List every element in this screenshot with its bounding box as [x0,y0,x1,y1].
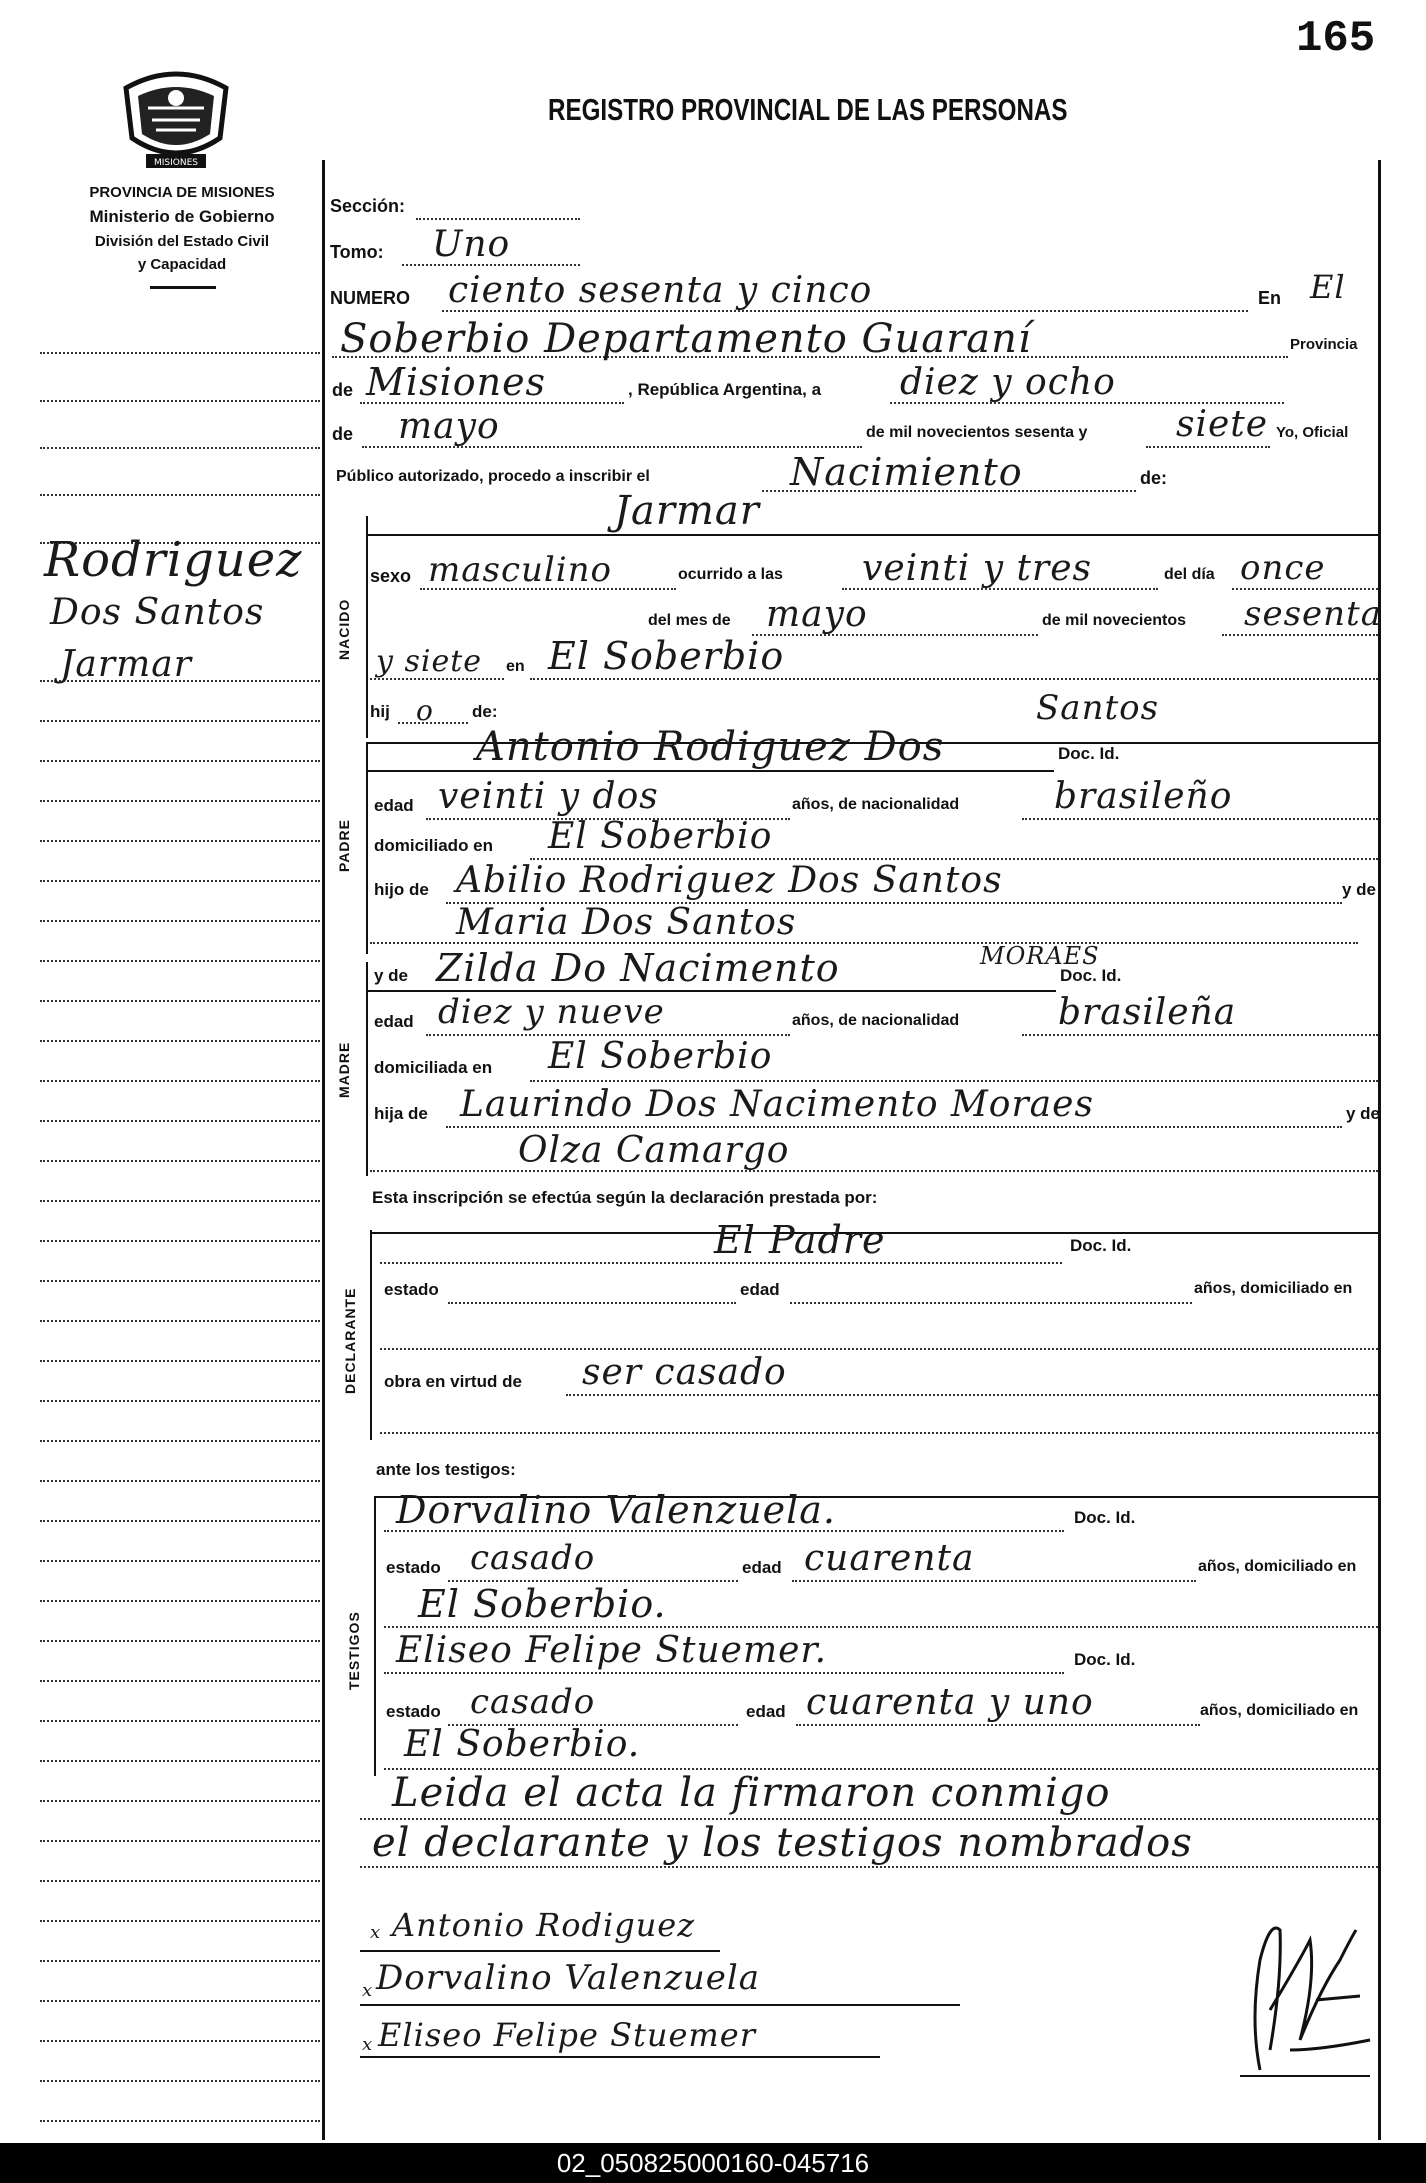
main-right-border [1378,160,1381,2140]
label-madre: MADRE [336,1041,352,1098]
margin-surname-2: Dos Santos [50,592,265,633]
sig-prefix-3: x [362,2034,374,2055]
anio-nac-2-value: y siete [376,644,483,679]
label-padre: PADRE [336,819,352,872]
tomo-value: Uno [432,224,511,265]
ministry-name: Ministerio de Gobierno [89,207,275,226]
padre-nac-label: años, de nacionalidad [792,796,960,813]
t2-estado-label: estado [386,1702,441,1721]
t1-edad-label: edad [742,1558,782,1577]
madre-nac-label: años, de nacionalidad [792,1012,960,1029]
en-lugar-label: en [506,658,525,675]
madre-apellido-value: MORAES [980,942,1100,970]
de2-label: de [332,424,354,444]
dia-nac-value: once [1240,548,1326,588]
province-name: PROVINCIA DE MISIONES [89,184,275,201]
madre-edad-label: edad [374,1012,414,1031]
padre-padre-label: hijo de [374,880,429,899]
anio-nac-value: sesenta [1244,594,1382,634]
provincia-label: Provincia [1290,336,1358,353]
lugar-value: Soberbio Departamento Guaraní [340,316,1032,362]
label-declarante: DECLARANTE [342,1287,358,1394]
label-testigos: TESTIGOS [346,1611,362,1690]
obra-label: obra en virtud de [384,1372,522,1391]
mes-value: mayo [398,406,500,447]
t1-dom-value: El Soberbio. [418,1582,667,1626]
divider [150,286,216,289]
ocurrido-label: ocurrido a las [678,566,783,583]
t1-estado-label: estado [386,1558,441,1577]
hijo-sufijo-value: o [416,694,434,727]
de-label: de [332,380,354,400]
testigo1-value: Dorvalino Valenzuela. [396,1488,836,1532]
hijo-label: hij [370,702,390,721]
testigo1-doc-label: Doc. Id. [1074,1508,1136,1527]
publico-label: Público autorizado, procedo a inscribir el [336,468,650,485]
hijo-de-label: de: [472,702,498,721]
numero-value: ciento sesenta y cinco [448,270,873,311]
en-value: El [1310,268,1346,306]
document-id-footer: 02_050825000160-045716 [0,2143,1426,2183]
madre-edad-value: diez y nueve [438,992,665,1032]
testigo2-doc-label: Doc. Id. [1074,1650,1136,1669]
padre-madre-value: Maria Dos Santos [456,902,797,943]
official-signature-icon [1220,1900,1380,2080]
label-nacido: NACIDO [336,598,352,660]
mil-nov-label: de mil novecientos [1042,612,1187,629]
madre-nombre-value: Zilda Do Nacimento [436,946,840,990]
numero-label: NUMERO [330,288,410,308]
acto-value: Nacimiento [790,450,1023,494]
de-colon-label: de: [1140,468,1167,488]
lugar-nac-value: El Soberbio [548,634,785,678]
t1-estado-value: casado [470,1538,596,1578]
declarante-doc-label: Doc. Id. [1070,1236,1132,1255]
leida-line-1: Leida el acta la firmaron conmigo [392,1770,1111,1816]
sig-prefix-1: x [370,1922,382,1943]
signature-testigo-2: Eliseo Felipe Stuemer [378,2016,756,2054]
obra-value: ser casado [582,1352,787,1393]
sexo-label: sexo [370,566,412,586]
del-mes-label: del mes de [648,612,731,629]
padre-border [366,742,368,954]
division-name-2: y Capacidad [137,256,227,273]
dia-value: diez y ocho [900,362,1116,403]
sexo-value: masculino [428,550,613,590]
padre-nac-value: brasileño [1054,776,1233,817]
madre-padre-value: Laurindo Dos Nacimento Moraes [460,1084,1094,1125]
madre-border [366,962,368,1176]
padre-apellido-value: Santos [1036,688,1160,728]
anio-value: siete [1176,404,1269,445]
t2-dom-label: años, domiciliado en [1200,1702,1359,1719]
padre-edad-value: veinti y dos [438,776,659,817]
testigos-border [374,1496,376,1776]
mes-nac-value: mayo [766,594,868,635]
t2-estado-value: casado [470,1682,596,1722]
novecientos-label: de mil novecientos sesenta y [866,424,1088,441]
padre-y-de-label: y de [1342,880,1377,899]
signature-padre: Antonio Rodiguez [392,1906,696,1944]
madre-dom-label: domiciliada en [374,1058,493,1077]
madre-y-de-label: y de [374,966,409,985]
declarante-estado-label: estado [384,1280,439,1299]
t2-edad-label: edad [746,1702,786,1721]
padre-doc-label: Doc. Id. [1058,744,1120,763]
declarante-edad-label: edad [740,1280,780,1299]
declarante-border [370,1230,372,1440]
nacido-border [366,516,368,738]
madre-dom-value: El Soberbio [548,1036,773,1077]
t1-dom-label: años, domiciliado en [1198,1558,1357,1575]
margin-surname-1: Rodriguez [44,532,303,588]
padre-dom-label: domiciliado en [374,836,494,855]
inscripcion-label: Esta inscripción se efectúa según la declaración prestada por: [372,1188,878,1207]
padre-dom-value: El Soberbio [548,816,773,857]
declarante-dom-label: años, domiciliado en [1194,1280,1353,1297]
testigos-label: ante los testigos: [376,1460,516,1479]
t2-dom-value: El Soberbio. [404,1724,641,1765]
margin-given-name: Jarmar [60,644,192,685]
republica-label: , República Argentina, a [628,380,822,399]
padre-edad-label: edad [374,796,414,815]
madre-madre-value: Olza Camargo [518,1130,790,1171]
madre-padre-label: hija de [374,1104,428,1123]
declarante-value: El Padre [714,1218,886,1262]
t2-edad-value: cuarenta y uno [806,1682,1094,1723]
seccion-label: Sección: [330,196,406,216]
signature-testigo-1: Dorvalino Valenzuela [376,1958,761,1998]
svg-text:MISIONES: MISIONES [153,158,199,168]
coat-of-arms-icon [116,68,236,180]
yo-oficial-label: Yo, Oficial [1276,424,1349,441]
page-title: REGISTRO PROVINCIAL DE LAS PERSONAS [548,92,1068,127]
nombre-value: Jarmar [614,488,760,534]
division-name: División del Estado Civil [94,233,270,250]
sig-prefix-2: x [362,1980,374,2001]
padre-padre-value: Abilio Rodriguez Dos Santos [456,860,1003,901]
en-label: En [1258,288,1282,308]
page-number: 165 [1296,14,1376,64]
t1-edad-value: cuarenta [804,1538,975,1579]
madre-y-de-label-2: y de [1346,1104,1381,1123]
del-dia-label: del día [1164,566,1215,583]
hora-value: veinti y tres [862,548,1093,589]
testigo2-value: Eliseo Felipe Stuemer. [396,1630,828,1671]
main-left-border [322,160,325,2140]
madre-doc-label: Doc. Id. [1060,966,1122,985]
madre-nac-value: brasileña [1058,992,1237,1033]
leida-line-2: el declarante y los testigos nombrados [372,1820,1193,1866]
provincia-value: Misiones [366,360,547,404]
tomo-label: Tomo: [330,242,384,262]
padre-nombre-value: Antonio Rodiguez Dos [476,724,945,770]
